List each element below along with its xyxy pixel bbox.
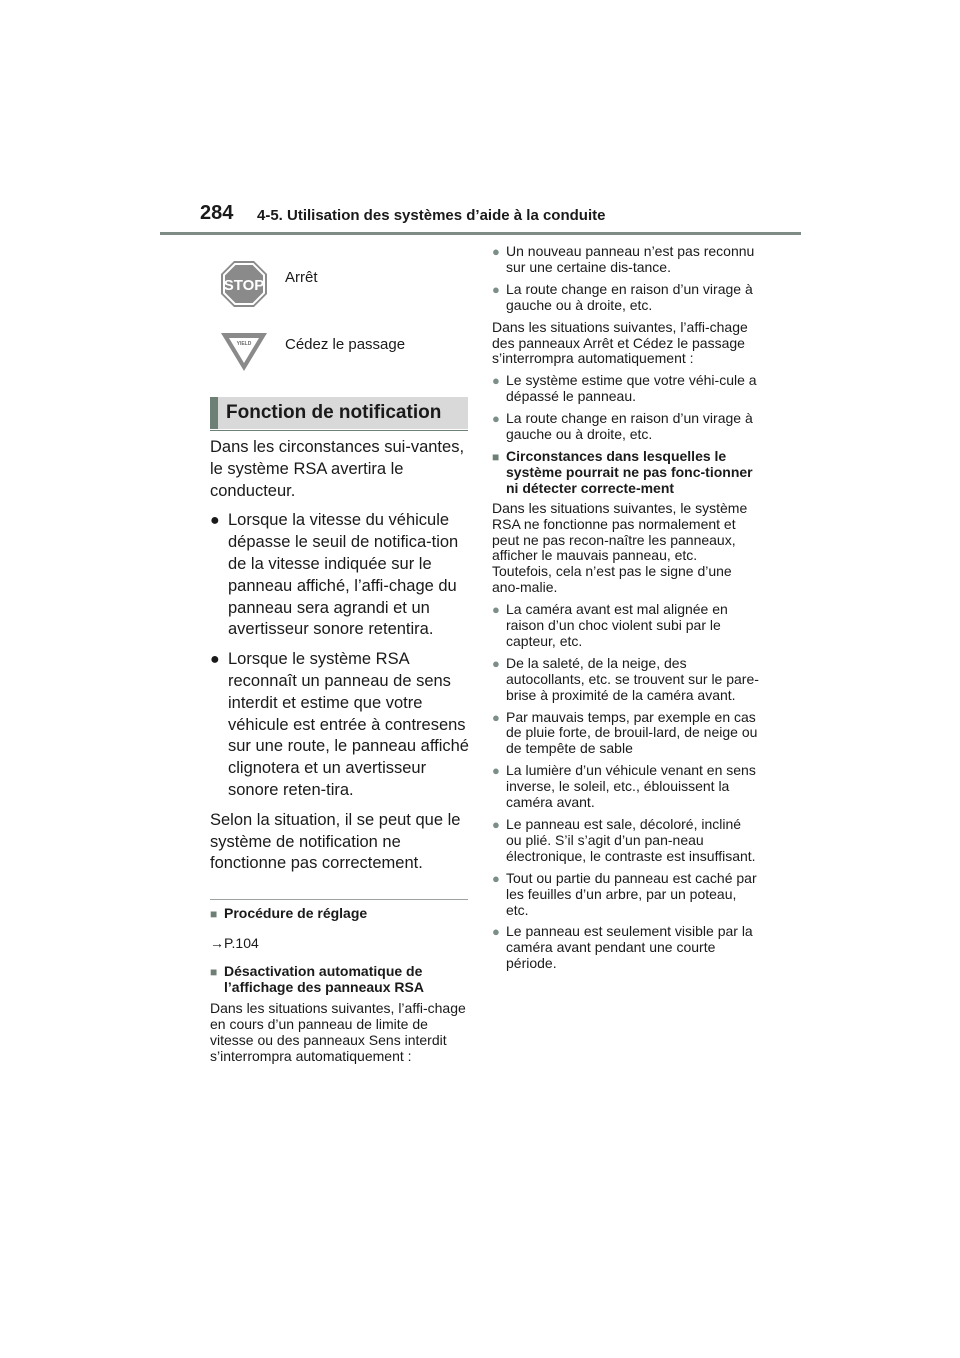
list-item: ● La lumière d’un véhicule venant en sens inverse, le soleil, etc., éblouissent la caméra avant. <box>492 762 756 811</box>
square-bullet-icon: ■ <box>492 449 500 464</box>
list-item: ● Un nouveau panneau n’est pas reconnu sur une certaine dis-tance. <box>492 243 755 275</box>
list-item: ● Le système estime que votre véhi-cule a dépassé le panneau. <box>492 372 757 405</box>
auto-cancel-heading <box>210 964 472 996</box>
list-item: ● La caméra avant est mal alignée en raison d’un choc violent subi par le capteur, etc. <box>492 601 728 649</box>
notification-bullet <box>210 649 472 802</box>
yield-sign-row <box>220 332 268 372</box>
yield-sign-icon <box>220 332 268 372</box>
procedure-heading-text: Procédure de réglage <box>224 905 368 922</box>
notification-bullet <box>210 510 472 641</box>
list-item: ● De la saleté, de la neige, des autocollants, etc. se trouvent sur le pare-brise à proximité de la caméra avant. <box>492 654 759 703</box>
heading-rule <box>210 430 468 431</box>
right-column <box>492 244 760 978</box>
section-title: 4-5. Utilisation des systèmes d’aide à la conduite <box>257 207 606 224</box>
bullet-icon: ● <box>210 651 220 669</box>
malfunction-heading-text: Circonstances dans lesquelles le système pourrait ne pas fonc-tionner ni détecter correcte-ment <box>506 447 753 496</box>
notification-heading-text: Fonction de notification <box>226 402 442 423</box>
bullet-text: Lorsque le système RSA reconnaît un panneau de sens interdit et estime que votre véhicule est entrée à contresens sur une route, le panneau affiché clignotera et un avertisseur sonore reten-tira. <box>228 650 469 799</box>
malfunction-text: Dans les situations suivantes, le système RSA ne fonctionne pas normalement et peut ne pas recon-naître les panneaux, afficher le mauvais panneau, etc. Toutefois, cela n’est pas le signe d’une ano-malie. <box>492 499 748 596</box>
circle-bullet-icon: ● <box>492 655 500 671</box>
list-item: ● Tout ou partie du panneau est caché par les feuilles d’un arbre, par un poteau, etc. <box>492 869 757 918</box>
circle-bullet-icon: ● <box>492 709 500 725</box>
auto-cancel-heading-text: Désactivation automatique de l’affichage des panneaux RSA <box>224 963 424 995</box>
circle-bullet-icon: ● <box>492 411 500 427</box>
auto-cancel-text: Dans les situations suivantes, l’affi-chage en cours d’un panneau de limite de vitesse ou des panneaux Sens interdit s’interrompra automatiquement : <box>210 999 466 1064</box>
square-bullet-icon: ■ <box>210 907 218 922</box>
sub-rule <box>210 899 468 900</box>
stop-sign-text: STOP <box>223 277 265 294</box>
list-item: ● Le panneau est seulement visible par la caméra avant pendant une courte période. <box>492 923 753 972</box>
stop-sign-label: Arrêt <box>285 269 318 286</box>
circle-bullet-icon: ● <box>492 244 500 259</box>
circle-bullet-icon: ● <box>492 373 500 389</box>
stop-sign-icon <box>220 260 268 308</box>
yield-sign-text: YIELD <box>236 341 252 347</box>
notification-heading <box>210 397 468 429</box>
page-reference[interactable]: →P.104 <box>210 935 259 952</box>
notification-intro: Dans les circonstances sui-vantes, le système RSA avertira le conducteur. <box>210 438 465 500</box>
yield-sign-label: Cédez le passage <box>285 336 406 353</box>
bullet-text: Lorsque la vitesse du véhicule dépasse le seuil de notifica-tion de la vitesse indiquée sur le panneau affiché, l’affi-chage du panneau sera agrandi et un avertisseur sonore retentira. <box>228 511 459 639</box>
malfunction-heading <box>492 449 760 497</box>
stop-sign-row <box>220 260 268 308</box>
circle-bullet-icon: ● <box>492 870 500 886</box>
auto-cancel-text-2: Dans les situations suivantes, l’affi-chage des panneaux Arrêt et Cédez le passage s’interrompra automatiquement : <box>492 318 748 367</box>
circle-bullet-icon: ● <box>492 602 500 618</box>
circle-bullet-icon: ● <box>492 924 500 940</box>
header-rule <box>160 232 801 235</box>
notification-outro: Selon la situation, il se peut que le système de notification ne fonctionne pas correctement. <box>210 810 461 873</box>
list-item: ● La route change en raison d’un virage à gauche ou à droite, etc. <box>492 280 753 313</box>
circle-bullet-icon: ● <box>492 817 500 832</box>
list-item: ● Par mauvais temps, par exemple en cas de pluie forte, de brouil-lard, de neige ou de tempête de sable <box>492 708 758 757</box>
procedure-heading <box>210 906 472 922</box>
bullet-icon: ● <box>210 512 220 530</box>
page-number: 284 <box>200 202 234 224</box>
square-bullet-icon: ■ <box>210 965 218 980</box>
list-item: ● Le panneau est sale, décoloré, incliné ou plié. S’il s’agit d’un pan-neau électronique, le contraste est insuffisant. <box>492 816 756 864</box>
circle-bullet-icon: ● <box>492 763 500 779</box>
left-column <box>210 437 472 1064</box>
circle-bullet-icon: ● <box>492 281 500 297</box>
list-item: ● La route change en raison d’un virage à gauche ou à droite, etc. <box>492 410 753 443</box>
